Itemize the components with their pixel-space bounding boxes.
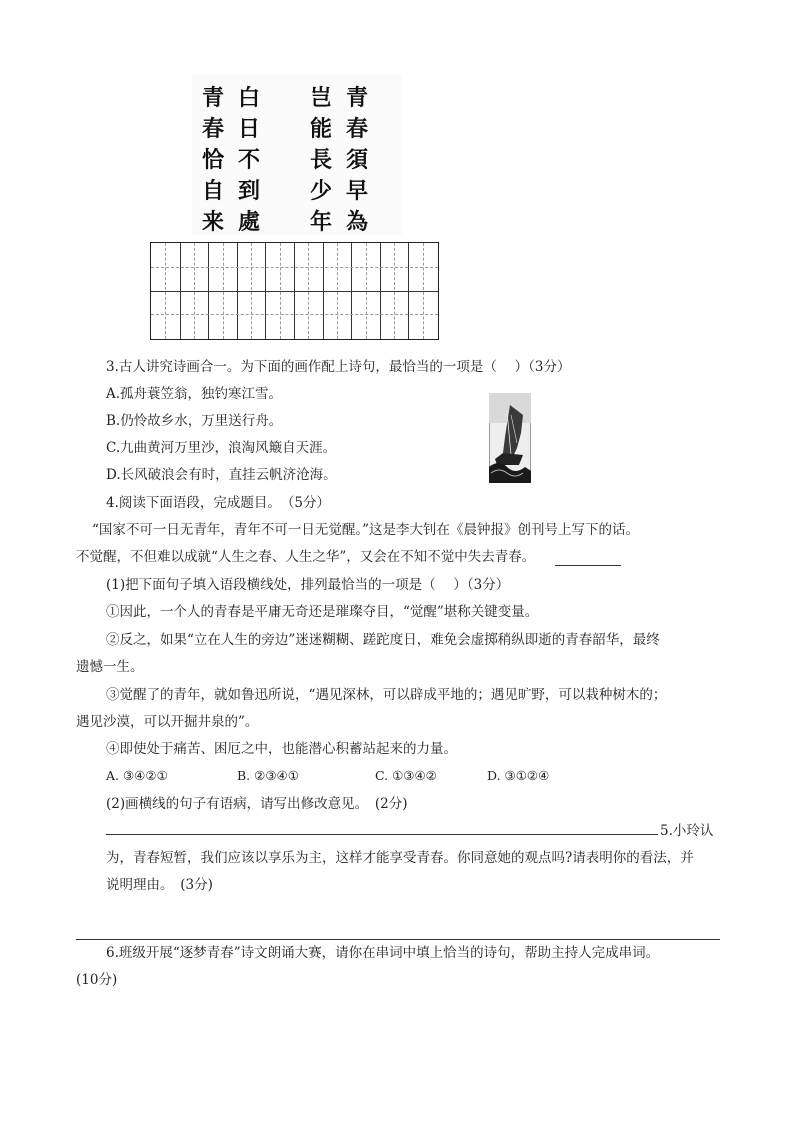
sailboat-painting-image (489, 393, 531, 483)
q4-fill-blank[interactable] (555, 565, 621, 566)
q4-sentence-1: ①因此，一个人的青春是平庸无奇还是璀璨夺目，“觉醒”堪称关键变量。 (106, 604, 539, 620)
writing-grid[interactable] (150, 242, 439, 340)
q4-sentence-3b: 遇见沙漠，可以开掘井泉的”。 (76, 714, 259, 730)
q4-sentence-3a: ③觉醒了的青年，就如鲁迅所说，“遇见深林，可以辟成平地的；遇见旷野，可以栽种树木的； (106, 687, 667, 703)
calligraphy-char: 不 (237, 147, 260, 173)
calligraphy-char: 恰 (201, 147, 224, 173)
calligraphy-column-4 (344, 83, 370, 238)
calligraphy-char: 須 (345, 147, 368, 173)
q4-sub2: (2)画横线的句子有语病，请写出修改意见。 (2分) (106, 796, 408, 812)
grid-guide-line (151, 267, 438, 268)
q4-stem: 4.阅读下面语段，完成题目。 （5分） (106, 495, 330, 511)
q3-option-c[interactable]: C.九曲黄河万里沙，浪淘风簸自天涯。 (106, 440, 337, 456)
q4-sentence-4: ④即使处于痛苦、困厄之中，也能潜心积蓄站起来的力量。 (106, 741, 457, 757)
q4-passage-line2: 不觉醒，不但难以成就“人生之春、人生之华”，又会在不知不觉中失去青春。 (76, 549, 536, 565)
q3-option-a[interactable]: A.孤舟蓑笠翁，独钓寒江雪。 (106, 386, 283, 402)
calligraphy-column-1 (200, 83, 226, 238)
q4-sentence-2a: ②反之，如果“立在人生的旁边”迷迷糊糊、蹉跎度日，难免会虚掷稍纵即逝的青春韶华，最终 (106, 632, 660, 648)
q4-sub1: (1)把下面句子填入语段横线处，排列最恰当的一项是（ ）（3分） (106, 577, 510, 593)
q5-line1: 为，青春短暂，我们应该以享乐为主，这样才能享受青春。你同意她的观点吗?请表明你的看法，并 (106, 850, 694, 866)
calligraphy-char: 白 (237, 85, 260, 111)
q4-choice-d[interactable]: D. ③①②④ (487, 768, 550, 783)
q6-line2: (10分) (76, 972, 118, 988)
grid-line (151, 291, 438, 292)
calligraphy-char: 青 (201, 85, 224, 111)
q4-choice-b[interactable]: B. ②③④① (237, 768, 299, 783)
q3-option-b[interactable]: B.仍怜故乡水，万里送行舟。 (106, 413, 283, 429)
calligraphy-char: 少 (309, 178, 332, 204)
q3-stem: 3.古人讲究诗画合一。为下面的画作配上诗句，最恰当的一项是（ ）（3分） (106, 359, 571, 375)
q5-answer-line[interactable] (76, 939, 720, 940)
q4-answer-line[interactable] (106, 834, 658, 835)
calligraphy-char: 自 (201, 178, 224, 204)
calligraphy-char: 来 (201, 209, 224, 235)
calligraphy-char: 青 (345, 85, 368, 111)
calligraphy-char: 春 (345, 116, 368, 142)
calligraphy-char: 岂 (309, 85, 332, 111)
calligraphy-column-3 (308, 83, 334, 238)
calligraphy-char: 年 (309, 209, 332, 235)
calligraphy-char: 處 (237, 209, 260, 235)
grid-guide-line (151, 314, 438, 315)
calligraphy-char: 春 (201, 116, 224, 142)
q4-sentence-2b: 遗憾一生。 (76, 659, 144, 675)
q5-lead: 5.小玲认 (660, 823, 714, 839)
calligraphy-char: 為 (345, 209, 368, 235)
q4-passage-line1: “国家不可一日无青年，青年不可一日无觉醒。”这是李大钊在《晨钟报》创刊号上写下的话。 (92, 522, 640, 538)
q4-choice-c[interactable]: C. ①③④② (375, 768, 437, 783)
calligraphy-image (192, 75, 402, 235)
q5-line2: 说明理由。 (3分) (106, 877, 213, 893)
calligraphy-char: 日 (237, 116, 260, 142)
calligraphy-column-2 (236, 83, 262, 238)
calligraphy-char: 長 (309, 147, 332, 173)
q6-line1: 6.班级开展“逐梦青春”诗文朗诵大赛，请你在串词中填上恰当的诗句，帮助主持人完成串词。 (106, 945, 660, 961)
q4-choice-a[interactable]: A. ③④②① (106, 768, 168, 783)
calligraphy-char: 能 (309, 116, 332, 142)
q3-option-d[interactable]: D.长风破浪会有时，直挂云帆济沧海。 (106, 467, 337, 483)
calligraphy-char: 到 (237, 178, 260, 204)
calligraphy-char: 早 (345, 178, 368, 204)
